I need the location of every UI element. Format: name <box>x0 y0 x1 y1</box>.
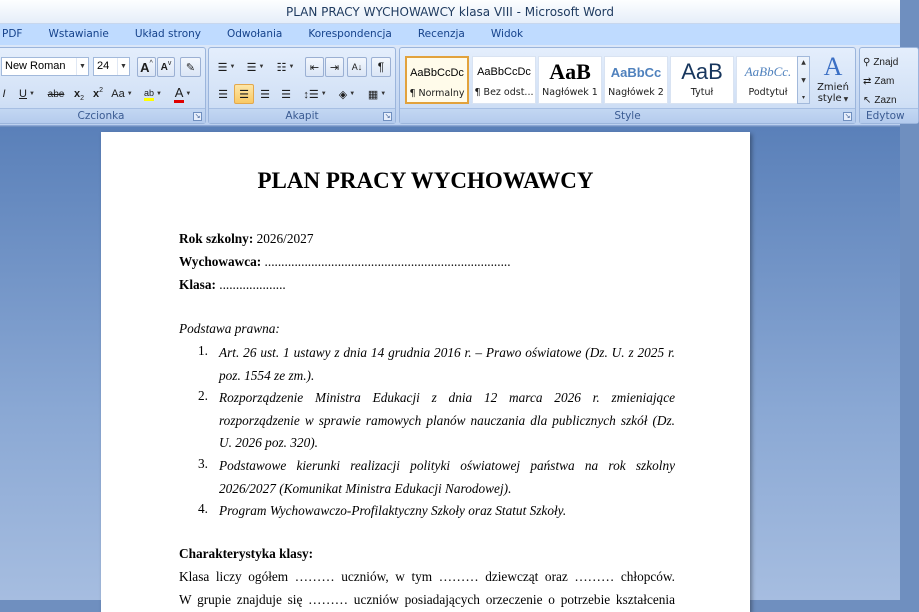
styles-group <box>399 47 856 124</box>
replace-label: Zam <box>874 75 895 87</box>
style-normal-name: ¶ Normalny <box>409 88 465 99</box>
line-spacing-icon: ↕☰ <box>303 88 319 101</box>
change-styles-button[interactable]: A Zmień style ▼ <box>813 52 853 108</box>
style-subtitle-name: Podtytuł <box>748 87 788 98</box>
class-characteristics-line[interactable]: Klasa liczy ogółem ……… uczniów, w tym ……… dziewcząt oraz ……… chłopców. <box>179 569 675 584</box>
italic-icon: I <box>2 88 6 100</box>
subscript-icon: x <box>73 88 81 100</box>
justify-button[interactable] <box>276 84 296 104</box>
style-heading-2-name: Nagłówek 2 <box>608 87 664 98</box>
window-title: PLAN PRACY WYCHOWAWCY klasa VIII - Microsoft Word <box>285 4 615 19</box>
font-size-dropdown-icon[interactable]: ▼ <box>117 58 129 75</box>
change-case-icon: Aa <box>111 88 125 100</box>
superscript-icon: x <box>92 88 100 100</box>
cursor-icon: ↖ <box>863 94 872 106</box>
font-size-value: 24 <box>97 60 110 72</box>
window-title-bar <box>0 0 900 24</box>
editing-group <box>859 47 919 124</box>
teacher-value: .......................................................................... <box>261 254 511 269</box>
underline-button[interactable]: U ▼ <box>19 88 35 100</box>
legal-basis-item[interactable]: Podstawowe kierunki realizacji polityki oświatowej państwa na rok szkolny 2026/2027 (Komunikat Ministra Edukacji Narodowej). <box>219 458 675 496</box>
shading-button[interactable]: ◈ ▼ <box>338 88 356 101</box>
style-no-spacing-sample: AaBbCcDc <box>477 66 531 78</box>
font-group <box>0 47 206 124</box>
binoculars-icon: ⚲ <box>863 56 871 68</box>
numbered-list-icon: ☰ <box>246 61 257 74</box>
italic-button[interactable] <box>0 84 11 104</box>
document-page[interactable] <box>101 132 750 612</box>
align-center-icon: ☰ <box>239 88 249 101</box>
font-group-label: Czcionka <box>0 108 205 123</box>
grow-font-button[interactable]: A ^ <box>137 57 156 77</box>
shrink-font-icon: A <box>160 61 168 73</box>
replace-icon: ⇄ <box>863 75 872 87</box>
styles-dialog-launcher-icon[interactable]: ↘ <box>844 112 851 120</box>
align-right-button[interactable] <box>255 84 275 104</box>
tab-uklad-strony[interactable]: Układ strony <box>134 28 201 40</box>
change-styles-label-2: style <box>817 93 842 104</box>
sort-button[interactable] <box>347 57 367 77</box>
align-right-icon: ☰ <box>260 88 270 101</box>
gallery-up-icon[interactable]: ▲ <box>801 59 806 66</box>
style-heading-1[interactable] <box>538 56 602 104</box>
line-spacing-button[interactable]: ↕☰ ▼ <box>303 88 327 101</box>
font-dialog-launcher-icon[interactable]: ↘ <box>194 112 201 120</box>
style-title-name: Tytuł <box>690 87 714 98</box>
legal-basis-heading[interactable]: Podstawa prawna: <box>179 321 280 336</box>
find-label: Znajd <box>873 56 899 68</box>
school-year-line[interactable] <box>179 231 313 247</box>
highlight-icon: ab <box>144 88 154 101</box>
font-color-button[interactable]: A ▼ <box>169 84 197 104</box>
legal-basis-number: 1. <box>198 343 208 358</box>
change-case-button[interactable]: Aa ▼ <box>111 88 133 100</box>
increase-indent-icon: ⇥ <box>329 61 340 74</box>
legal-basis-item[interactable]: Art. 26 ust. 1 ustawy z dnia 14 grudnia 2016 r. – Prawo oświatowe (Dz. U. z 2025 r. poz. 1554 ze zm.). <box>219 345 675 383</box>
superscript-button[interactable]: x 2 <box>92 86 104 100</box>
borders-icon: ▦ <box>367 88 379 101</box>
grow-font-icon: A <box>140 59 150 75</box>
class-line[interactable] <box>179 277 286 293</box>
paint-bucket-icon: ◈ <box>338 88 348 101</box>
gallery-more-icon[interactable]: ▾ <box>801 94 805 101</box>
class-characteristics-line[interactable]: W grupie znajduje się ……… uczniów posiadających orzeczenie o potrzebie kształcenia <box>179 592 675 607</box>
clear-formatting-icon: ✎ <box>185 61 196 74</box>
multilevel-list-icon: ☷ <box>276 61 287 74</box>
underline-icon: U <box>19 88 27 100</box>
ribbon-tabs <box>0 24 900 45</box>
styles-group-label: Style <box>400 108 855 123</box>
font-name-value: New Roman <box>5 60 66 72</box>
style-subtitle-sample: AaBbCc. <box>744 64 792 79</box>
sort-icon: A↓ <box>351 62 363 72</box>
legal-basis-item[interactable]: Rozporządzenie Ministra Edukacji z dnia 12 marca 2026 r. zmieniające rozporządzenie w sprawie ramowych planów nauczania dla publicznych szkół (Dz. U. 2026 poz. 320). <box>219 390 675 451</box>
tab-pdf[interactable]: PDF <box>2 28 23 40</box>
document-area[interactable] <box>0 127 900 607</box>
legal-basis-item[interactable]: Program Wychowawczo-Profilaktyczny Szkoły oraz Statut Szkoły. <box>219 503 567 518</box>
legal-basis-number: 3. <box>198 456 208 471</box>
school-year-value: 2026/2027 <box>253 231 314 246</box>
font-color-icon: A <box>175 85 184 103</box>
style-title[interactable] <box>670 56 734 104</box>
style-heading-2-sample: AaBbCc <box>610 64 662 80</box>
style-heading-1-sample: AaB <box>549 59 591 84</box>
align-left-icon: ☰ <box>218 88 228 101</box>
show-formatting-marks-button[interactable] <box>371 57 391 77</box>
paragraph-group <box>208 47 396 124</box>
strikethrough-icon: abe <box>47 88 65 100</box>
bullet-list-icon: ☰ <box>217 61 228 74</box>
decrease-indent-icon: ⇤ <box>309 61 320 74</box>
paragraph-group-label: Akapit <box>209 108 395 123</box>
editing-group-label: Edytow <box>860 108 918 123</box>
style-heading-2[interactable] <box>604 56 668 104</box>
pilcrow-icon: ¶ <box>377 60 385 74</box>
change-styles-icon: A <box>823 52 843 81</box>
replace-button[interactable] <box>862 71 918 91</box>
align-center-button[interactable] <box>234 84 254 104</box>
align-left-button[interactable] <box>213 84 233 104</box>
select-button[interactable] <box>862 90 918 110</box>
bullets-button[interactable]: ☰ ▼ <box>217 61 236 74</box>
tab-recenzja[interactable]: Recenzja <box>417 28 465 40</box>
style-no-spacing[interactable] <box>472 56 536 104</box>
style-no-spacing-name: ¶ Bez odst... <box>474 87 534 98</box>
legal-basis-number: 4. <box>198 501 208 516</box>
teacher-line[interactable] <box>179 254 511 270</box>
class-characteristics-heading[interactable]: Charakterystyka klasy: <box>179 546 314 561</box>
justify-icon: ☰ <box>281 88 291 101</box>
tab-widok[interactable]: Widok <box>490 28 524 40</box>
tab-odwolania[interactable]: Odwołania <box>227 28 283 40</box>
change-styles-label-1: Zmień <box>817 82 849 93</box>
legal-basis-number: 2. <box>198 388 208 403</box>
style-subtitle[interactable] <box>736 56 800 104</box>
increase-indent-button[interactable] <box>325 57 344 77</box>
highlight-button[interactable]: ab ▼ <box>139 84 167 104</box>
shrink-font-button[interactable]: A v <box>157 57 175 77</box>
multilevel-list-button[interactable]: ☷ ▼ <box>276 61 295 74</box>
tab-wstawianie[interactable]: Wstawianie <box>48 28 109 40</box>
tab-korespondencja[interactable]: Korespondencja <box>308 28 392 40</box>
strikethrough-button[interactable] <box>43 84 69 104</box>
style-normal-sample: AaBbCcDc <box>410 67 464 79</box>
class-value: .................... <box>215 277 286 292</box>
select-label: Zazn <box>874 94 897 106</box>
document-title[interactable]: PLAN PRACY WYCHOWAWCY <box>257 168 594 193</box>
paragraph-dialog-launcher-icon[interactable]: ↘ <box>384 112 391 120</box>
decrease-indent-button[interactable] <box>305 57 324 77</box>
subscript-button[interactable]: x 2 <box>73 88 85 102</box>
borders-button[interactable]: ▦ ▼ <box>367 88 387 101</box>
school-year-label: Rok szkolny: <box>179 231 254 246</box>
font-name-dropdown-icon[interactable]: ▼ <box>76 58 88 75</box>
class-label: Klasa: <box>179 277 216 292</box>
gallery-down-icon[interactable]: ▼ <box>801 76 806 84</box>
font-size-combo[interactable] <box>93 57 130 76</box>
font-name-combo[interactable] <box>1 57 89 76</box>
clear-formatting-button[interactable] <box>180 57 201 77</box>
teacher-label: Wychowawca: <box>179 254 262 269</box>
style-heading-1-name: Nagłówek 1 <box>542 87 598 98</box>
styles-gallery-scroll[interactable] <box>797 56 810 104</box>
numbering-button[interactable]: ☰ ▼ <box>246 61 265 74</box>
find-button[interactable] <box>862 52 918 72</box>
style-title-sample: AaB <box>681 59 723 84</box>
ribbon <box>0 45 905 126</box>
style-normal[interactable] <box>405 56 469 104</box>
